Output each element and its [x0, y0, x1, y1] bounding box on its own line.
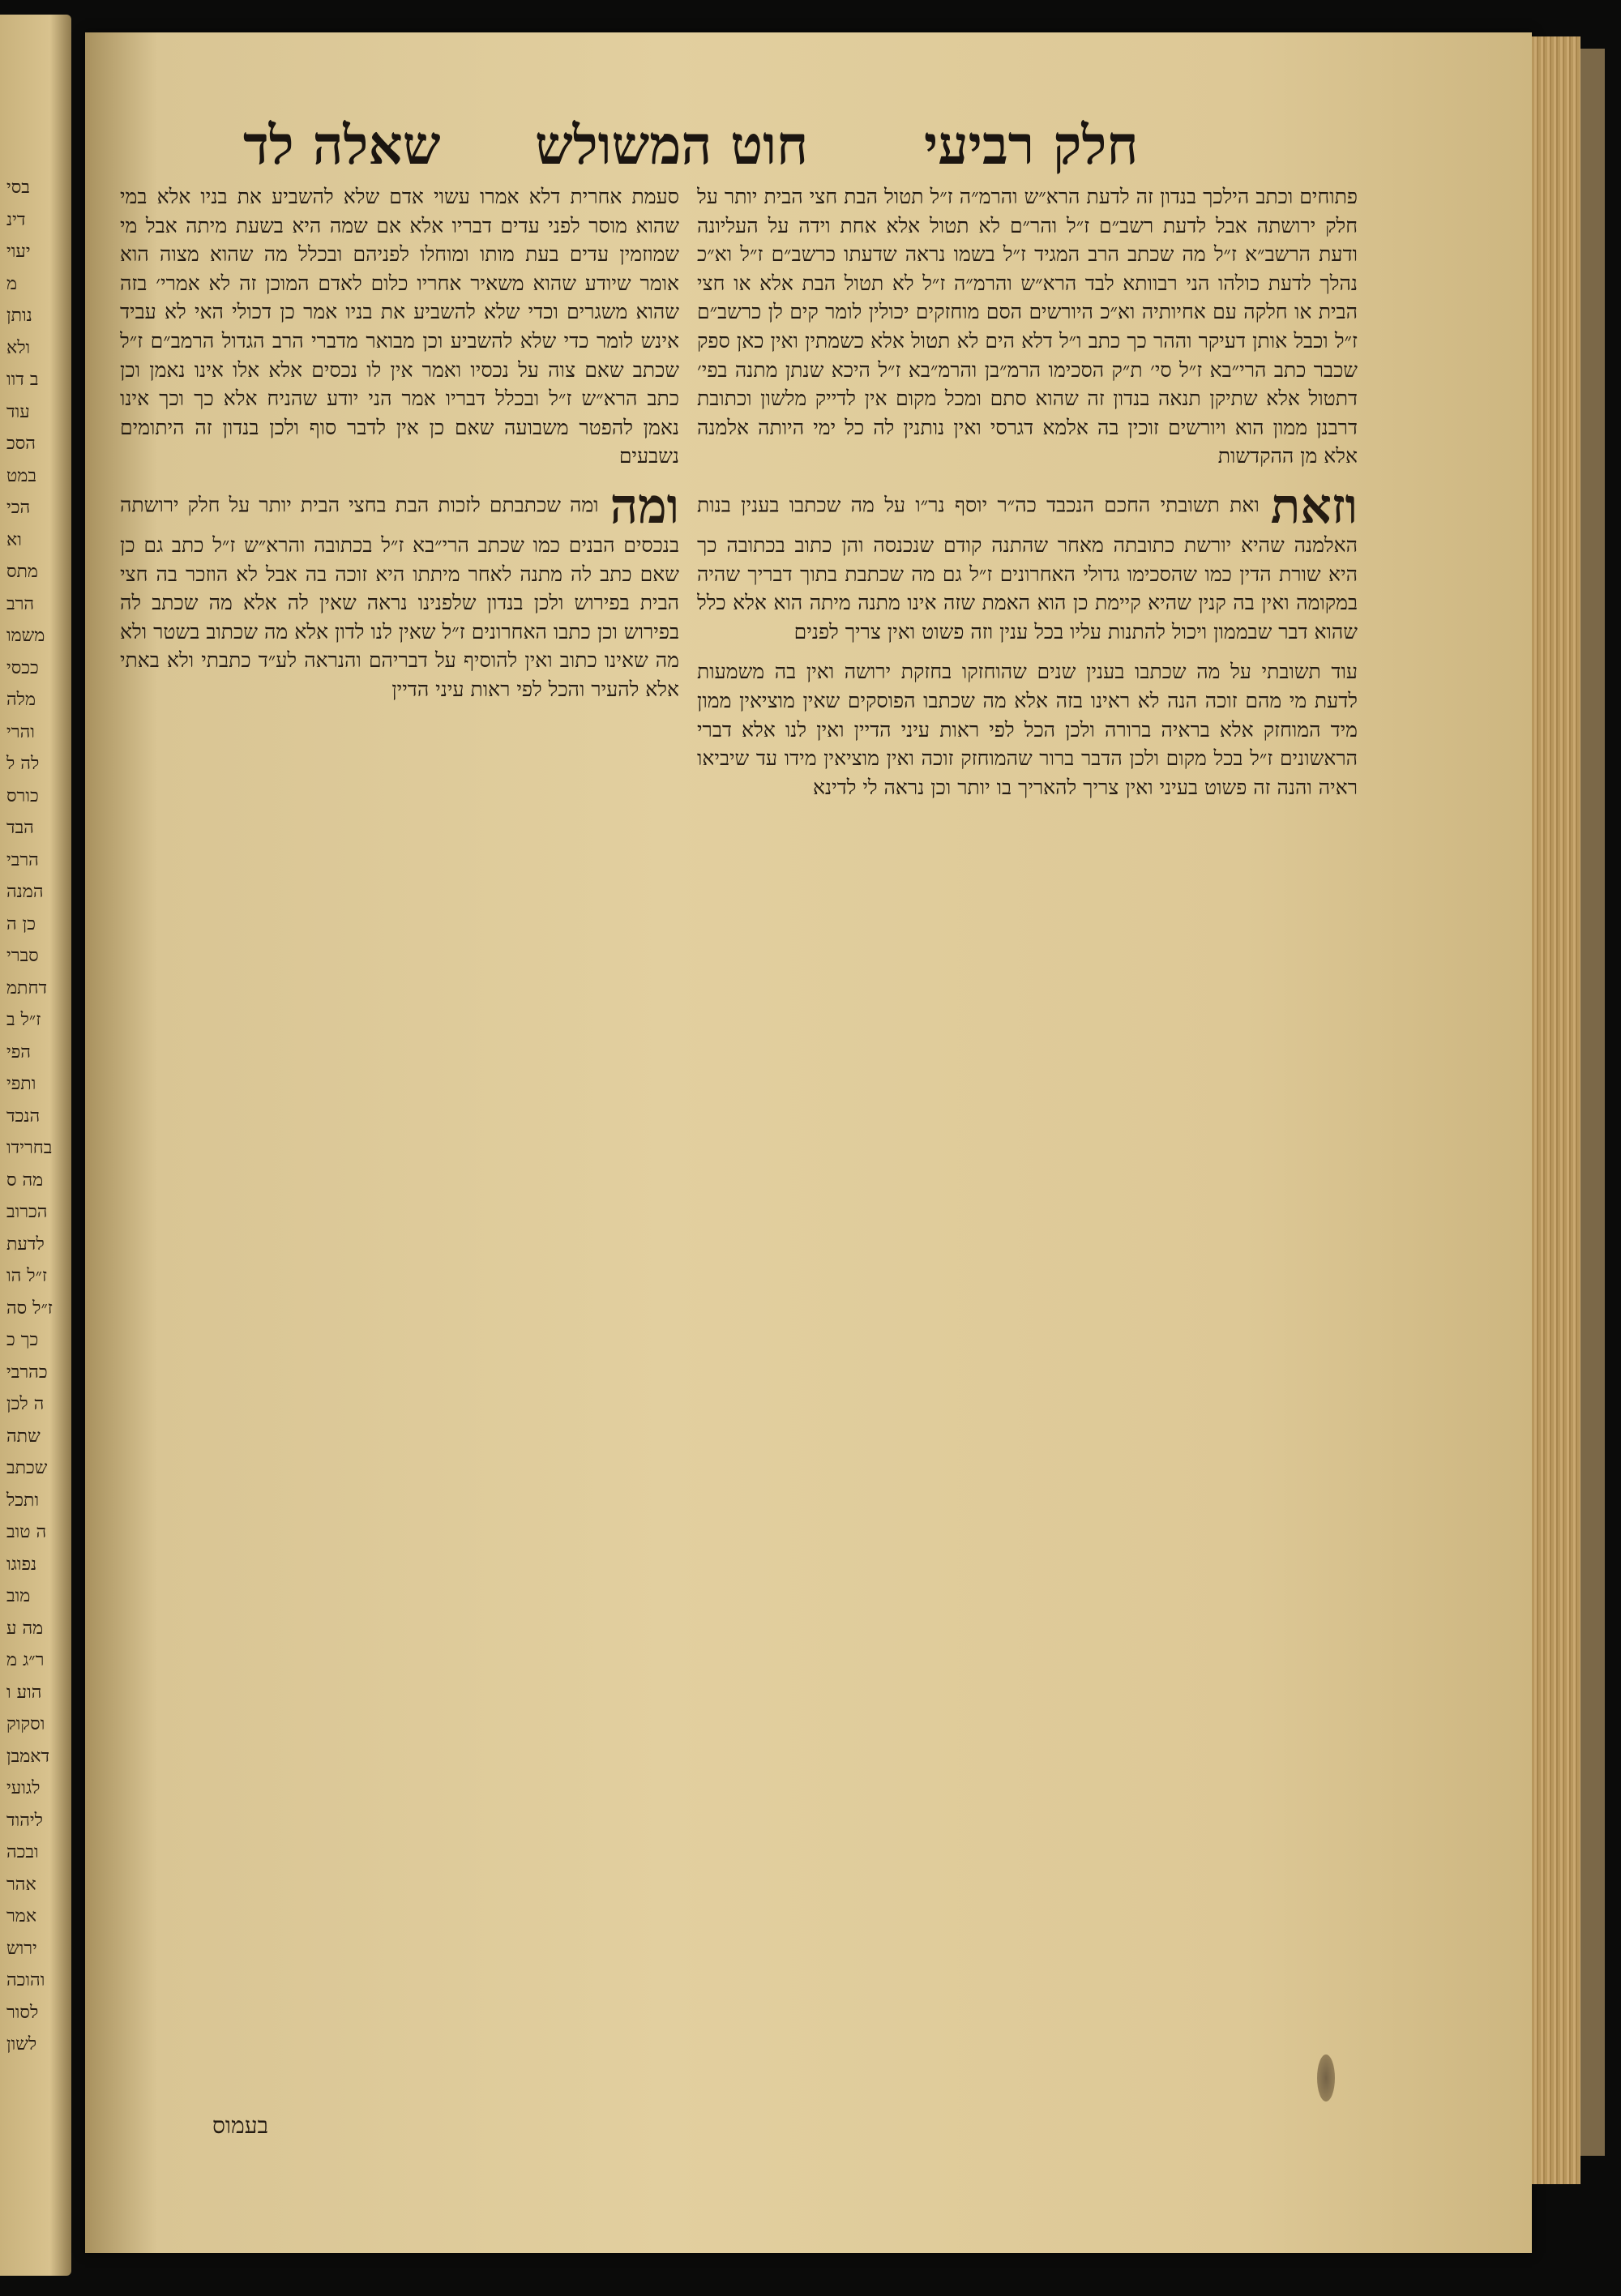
page-fragment-text: במט	[6, 465, 36, 486]
left-text-column	[120, 182, 679, 2200]
page-fragment-text: ב דוו	[6, 370, 39, 390]
page-fragment-text: הפי	[6, 1041, 31, 1062]
page-fragment-text: שתה	[6, 1426, 41, 1447]
paragraph: ומהומה שכתבתם לזכות הבת בחצי הבית יותר על חלק ירושתה בנכסים הבנים כמו שכתב הרי״בא ז״ל בכתובה והרא״ש ז״ל כתב גם כן שאם כתב לה מתנה לאחר מיתתו היא זוכה בה אבל לא הוזכר בה חצי הבית בפירוש ולכן בנדון שלפנינו נראה שאין לה אלא מה שכתב לה בפירוש וכן כתבו האחרונים ז״ל שאין לנו לדון אלא מה שכתוב בשטר ולא מה שאינו כתוב ואין להוסיף על דבריהם והנראה לע״ד כתבתי ולא באתי אלא להעיר והכל לפי ראות עיני הדיין	[120, 477, 679, 701]
page-fragment-text: וסקוק	[6, 1714, 45, 1734]
page-fragment-text: דחתמ	[6, 977, 48, 998]
page-fragment-text: מוב	[6, 1586, 31, 1606]
page-fragment-text: הבד	[6, 818, 34, 838]
page-fragment-text: ר״ג מ	[6, 1650, 45, 1670]
page-fragment-text: ותפי	[6, 1074, 36, 1094]
page-fragment-text: ליהוד	[6, 1810, 43, 1831]
page-fragment-text: נפוגו	[6, 1554, 37, 1575]
paragraph: וזאתואת תשובתי החכם הנכבד כה״ר יוסף נר״ו על מה שכתבו בענין בנות האלמנה שהיא יורשת כתובתה מאחר שהתנה קודם שנכנסה והן כתוב בכתובה כך היא שורת הדין כמו שהסכימו גדולי האחרונים ז״ל גם מה שכתבת בתוך דבריך שהיה במקומה ואין בה קנין שהיא קיימת כן הוא האמת שזה אינו מתנה מיתה הוא אלא כלל שהוא דבר שבממון ויכול להתנות עליו בכל ענין וזה פשוט ואין צריך לפנים	[697, 477, 1358, 643]
page-fragment-text: מה ע	[6, 1618, 44, 1639]
page-fragment-text: הכי	[6, 498, 31, 518]
page-fragment-text: כך כ	[6, 1330, 39, 1350]
page-fragment-text: לסור	[6, 2002, 39, 2023]
page-fragment-text: הכרוב	[6, 1202, 48, 1222]
page-fragment-text: והוכה	[6, 1970, 45, 1990]
paragraph: פתוחים וכתב הילכך בנדון זה לדעת הרא״ש והרמ״ה ז״ל תטול הבת חצי הבית יותר על חלק ירושתה אבל לדעת רשב״ם ז״ל והר״ם לא תטול אלא אחת וידה על העליונה ודעת הרשב״א ז״ל מה שכתב הרב המגיד ז״ל בשמו נראה שדעתו כרשב״ם ז״ל וא״כ נהלך לדעת כולהו הני רבוותא לבד הרא״ש והרמ״ה ז״ל לא תטול הבת אלא או חצי הבית או חלקה עם אחיותיה וא״כ היורשים הסם מוחזקים יכולין לומר קים לן כרשב״ם ז״ל וכבל אותן דעיקר וההר כך כתב ו״ל דלא הים לא תטול אלא כשמתין ואין כאן ספק שכבר כתב הרי״בא ז״ל סי׳ ת״ק הסכימו הרמ״בן והרמ״בא ז״ל היכא שנתן מתנה בפי׳ דתטול אלא שתיקן תנאה בנדון זה שהוא סתם ומכל מקום אין לדייק מלשון וכתובת דרבנן ממון הוא ויורשים זוכין בה אלמא דגרסי ואין נותנין לה כל ימי היותה אלמנה אלא מן ההקדשות	[697, 185, 1358, 468]
page-fragment-text: לגועי	[6, 1778, 41, 1798]
page-fragment-text: מלה	[6, 690, 36, 710]
page-fragment-text: אמר	[6, 1906, 37, 1926]
running-header-part: חלק רביעי	[924, 113, 1139, 177]
right-text-column	[697, 182, 1358, 2200]
page-fragment-text: שכתב	[6, 1458, 48, 1478]
page-fragment-text: מה ס	[6, 1169, 44, 1191]
page-fragment-text: הרבי	[6, 849, 39, 870]
page-fragment-text: משמו	[6, 626, 45, 646]
page-edge-block	[1532, 36, 1580, 2184]
page-fragment-text: הסכ	[6, 434, 36, 454]
page-fragment-text: ז״ל סה	[6, 1298, 53, 1319]
page-fragment-text: וא	[6, 529, 22, 550]
page-fragment-text: לדעת	[6, 1234, 45, 1255]
page-fragment-text: הנכד	[6, 1105, 41, 1127]
page-fragment-text: דאמבן	[6, 1746, 50, 1767]
page-fragment-text: ה טוב	[6, 1522, 47, 1542]
page-fragment-text: כורס	[6, 785, 39, 806]
page-fragment-text: אהר	[6, 1874, 36, 1895]
running-header-section: שאלה לד	[243, 113, 441, 177]
page-fragment-text: לה ל	[6, 754, 40, 774]
page-fragment-text: הרב	[6, 593, 35, 614]
drop-word: ומה	[609, 477, 679, 535]
page-fragment-text: דינ	[6, 209, 26, 230]
page-fragment-text: כן ה	[6, 913, 36, 934]
paragraph: סעמת אחרית דלא אמרו עשוי אדם שלא להשביע את בניו אלא במי שהוא מוסר לפני עדים דבריו אלא אם שמה היא בשעת מיתה אבל מי שמוזמין עדים בעת מותו ומוחלו לפניהם ובכלל מה שהוא מצוה הוא אומר שיודע שהוא משאיר אחריו כלום לאדם המוכן זה לא אמרי׳ בזה שהוא משגרים וכדי שלא להשביע את בניו אמר כן דכולי האי לא עביד אינש לומר כדי שלא להשביע וכן מבואר מדברי הרב הגדול הרמב״ם ז״ל שכתב שאם צוה על נכסיו ואמר אין לו נכסים אלא אלו אינו נאמן וכן כתב הרא״ש ז״ל ובכלל דבריו אמר הני יודע שהניח אלא כך וכך אינו נאמן להפטר משבועה שאם כן אין לדבר סוף ולכן בנדון זה היתומים נשבעים	[120, 185, 679, 468]
running-header-title: חוט המשולש	[535, 113, 809, 177]
page-fragment-text: המנה	[6, 882, 44, 902]
page-fragment-text: ותכל	[6, 1490, 40, 1511]
page-fragment-text: יעוי	[6, 242, 31, 262]
paper-stain	[1317, 2054, 1335, 2101]
previous-page-sliver	[0, 15, 71, 2276]
page-fragment-text: ולא	[6, 337, 31, 358]
page-fragment-text: מ	[6, 273, 18, 294]
page-fragment-text: ובכה	[6, 1842, 39, 1862]
page-fragment-text: הוע ו	[6, 1682, 42, 1703]
page-fragment-text: כהרבי	[6, 1362, 48, 1383]
page-fragment-text: ז״ל הו	[6, 1266, 48, 1286]
page-fragment-text: ירוש	[6, 1938, 37, 1959]
page-fragment-text: לשון	[6, 2034, 37, 2054]
page-fragment-text: מתס	[6, 562, 38, 582]
page-fragment-text: ה לכן	[6, 1394, 45, 1414]
catchword: בעמוס	[212, 2112, 269, 2139]
paragraph: עוד תשובתי על מה שכתבו בענין שנים שהוחזקו בחזקת ירושה ואין בה משמעות לדעת מי מהם זוכה הנה לא ראינו בזה אלא מה שכתבו הפוסקים שאין מוציאין ממון מיד המוחזק אלא בראיה ברורה ולכן הכל לפי ראות עיני הדיין ואין לנו אלא דברי הראשונים ז״ל בכל מקום ולכן הדבר ברור שהמוחזק זוכה ואין מוציאין מידו עד שיביאו ראיה והנה זה פשוט בעיני ואין צריך להאריך בו יותר וכן נראה לי לדינא	[697, 660, 1358, 799]
book-cover-edge	[1580, 49, 1605, 2156]
page-fragment-text: ככסי	[6, 657, 39, 678]
page-fragment-text: בחרידו	[6, 1138, 53, 1158]
page-fragment-text: בסי	[6, 177, 30, 198]
drop-word: וזאת	[1270, 477, 1358, 535]
page-fragment-text: עוד	[6, 401, 30, 422]
page-fragment-text: ז״ל ב	[6, 1010, 41, 1030]
page-fragment-text: סברי	[6, 946, 39, 966]
page-fragment-text: והרי	[6, 721, 35, 742]
page-fragment-text: נותן	[6, 306, 32, 326]
